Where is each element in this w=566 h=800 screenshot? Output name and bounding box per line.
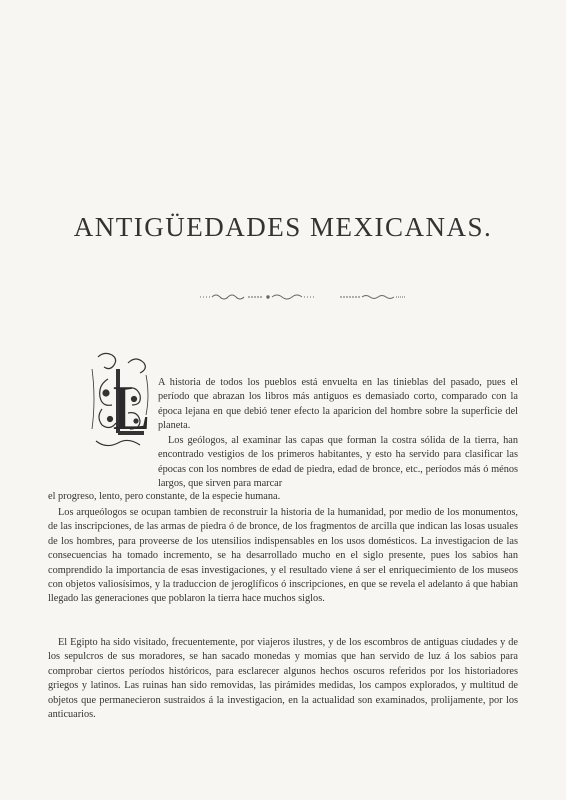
paragraph-2-continuation: el progreso, lento, pero constante, de la especie humana. <box>48 491 281 502</box>
drop-cap-ornamental-initial <box>88 349 152 453</box>
drop-cap-letter: L <box>112 372 152 443</box>
paragraph-2: Los geólogos, al examinar las capas que forman la costra sólida de la tierra, han encontrado vestigios de los primeros habitantes, y esto ha servido para clasificar las épocas con los nombres de edad de piedra, edad de bronce, etc., períodos más ó ménos largos, que sirven para marcar <box>158 435 518 490</box>
paragraph-1: A historia de todos los pueblos está envuelta en las tinieblas del pasado, pues el período que abrazan los libros más antiguos es demasiado corto, comparado con la época lejana en que debió tener efecto la aparicion del hombre sobre la superficie del planeta. <box>158 377 518 432</box>
decorative-rule-ornament <box>200 292 405 302</box>
paragraph-3: Los arqueólogos se ocupan tambien de reconstruir la historia de la humanidad, por medio de los monumentos, de las inscripciones, de las armas de piedra ó de bronce, de los fragmentos de arcilla que indican las losas usuales de los hombres, para proveerse de los utensilios indispensables en los usos domésticos. La investigacion de las consecuencias ha tomado incremento, se ha desarrollado mucho en el siglo presente, pues los sabios han comprendido la importancia de esas investigaciones, y el resultado viene á ser el enriquecimiento de los museos con objetos valiosísimos, y la traduccion de jeroglíficos ó inscripciones, en que se revela el adelanto á que habian llegado las generaciones que poblaron la tierra hace muchos siglos. <box>48 507 518 605</box>
paragraph-4: El Egipto ha sido visitado, frecuentemente, por viajeros ilustres, y de los escombros de antiguas ciudades y de los sepulcros de sus moradores, se han sacado monedas y momias que han servido de luz á los sabios para comprobar ciertos períodos históricos, para esclarecer algunos hechos oscuros referidos por los historiadores griegos y latinos. Las ruinas han sido removidas, las pirámides medidas, los campos explorados, y multitud de objetos que permanecieron sustraidos á la investigacion, en la actualidad son examinados, prolijamente, por los anticuarios. <box>48 637 518 721</box>
page-title: ANTIGÜEDADES MEXICANAS. <box>73 212 493 242</box>
